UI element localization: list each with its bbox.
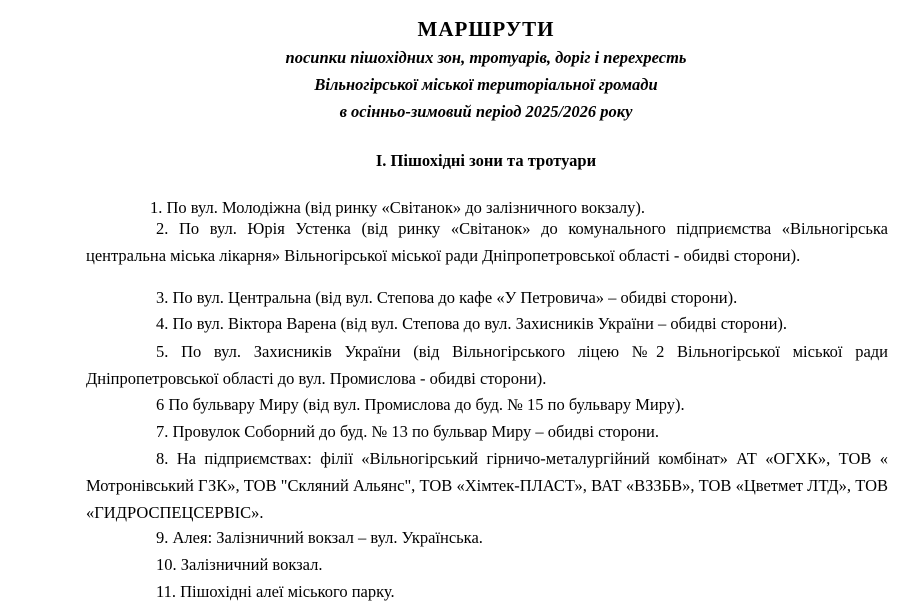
subtitle-line-2: Вільногірської міської територіальної громади xyxy=(314,75,658,94)
list-item-5: 5. По вул. Захисників України (від Вільногірського ліцею №2 Вільногірської міської ради Дніпропетровської області до вул. Промислова - обидві сторони). xyxy=(86,342,888,388)
subtitle-line-1: посипки пішохідних зон, тротуарів, доріг і перехресть xyxy=(285,48,687,67)
document-title: МАРШРУТИ xyxy=(417,17,555,41)
list-item-10: 10. Залізничний вокзал. xyxy=(156,555,323,574)
list-item-1: 1. По вул. Молодіжна (від ринку «Світанок» до залізничного вокзалу). xyxy=(150,198,645,217)
list-item-3: 3. По вул. Центральна (від вул. Степова до кафе «У Петровича» – обидві сторони). xyxy=(156,288,738,307)
section-heading: І. Пішохідні зони та тротуари xyxy=(375,151,597,170)
list-item-9: 9. Алея: Залізничний вокзал – вул. Українська. xyxy=(156,528,483,547)
list-item-6: 6 По бульвару Миру (від вул. Промислова до буд. № 15 по бульвару Миру). xyxy=(156,395,685,414)
subtitle-line-3: в осінньо-зимовий період 2025/2026 року xyxy=(339,102,633,121)
list-item-4: 4. По вул. Віктора Варена (від вул. Степова до вул. Захисників України – обидві сторони). xyxy=(156,314,788,333)
list-item-7: 7. Провулок Соборний до буд. № 13 по бульвар Миру – обидві сторони. xyxy=(156,422,659,441)
list-item-11: 11. Пішохідні алеї міського парку. xyxy=(156,582,395,601)
list-item-2: 2. По вул. Юрія Устенка (від ринку «Світанок» до комунального підприємства «Вільногірська центральна міська лікарня» Вільногірської міської ради Дніпропетровської області - обидві сторони). xyxy=(86,219,888,265)
list-item-8: 8. На підприємствах: філії «Вільногірський гірничо-металургійний комбінат» АТ «ОГХК», ТОВ « Мотронівський ГЗК», ТОВ "Скляний Альянс", ТОВ «Хімтек-ПЛАСТ», ВАТ «ВЗЗБВ», ТОВ «Цветмет ЛТД», ТОВ «ГИДРОСПЕЦСЕРВІС». xyxy=(86,449,888,522)
